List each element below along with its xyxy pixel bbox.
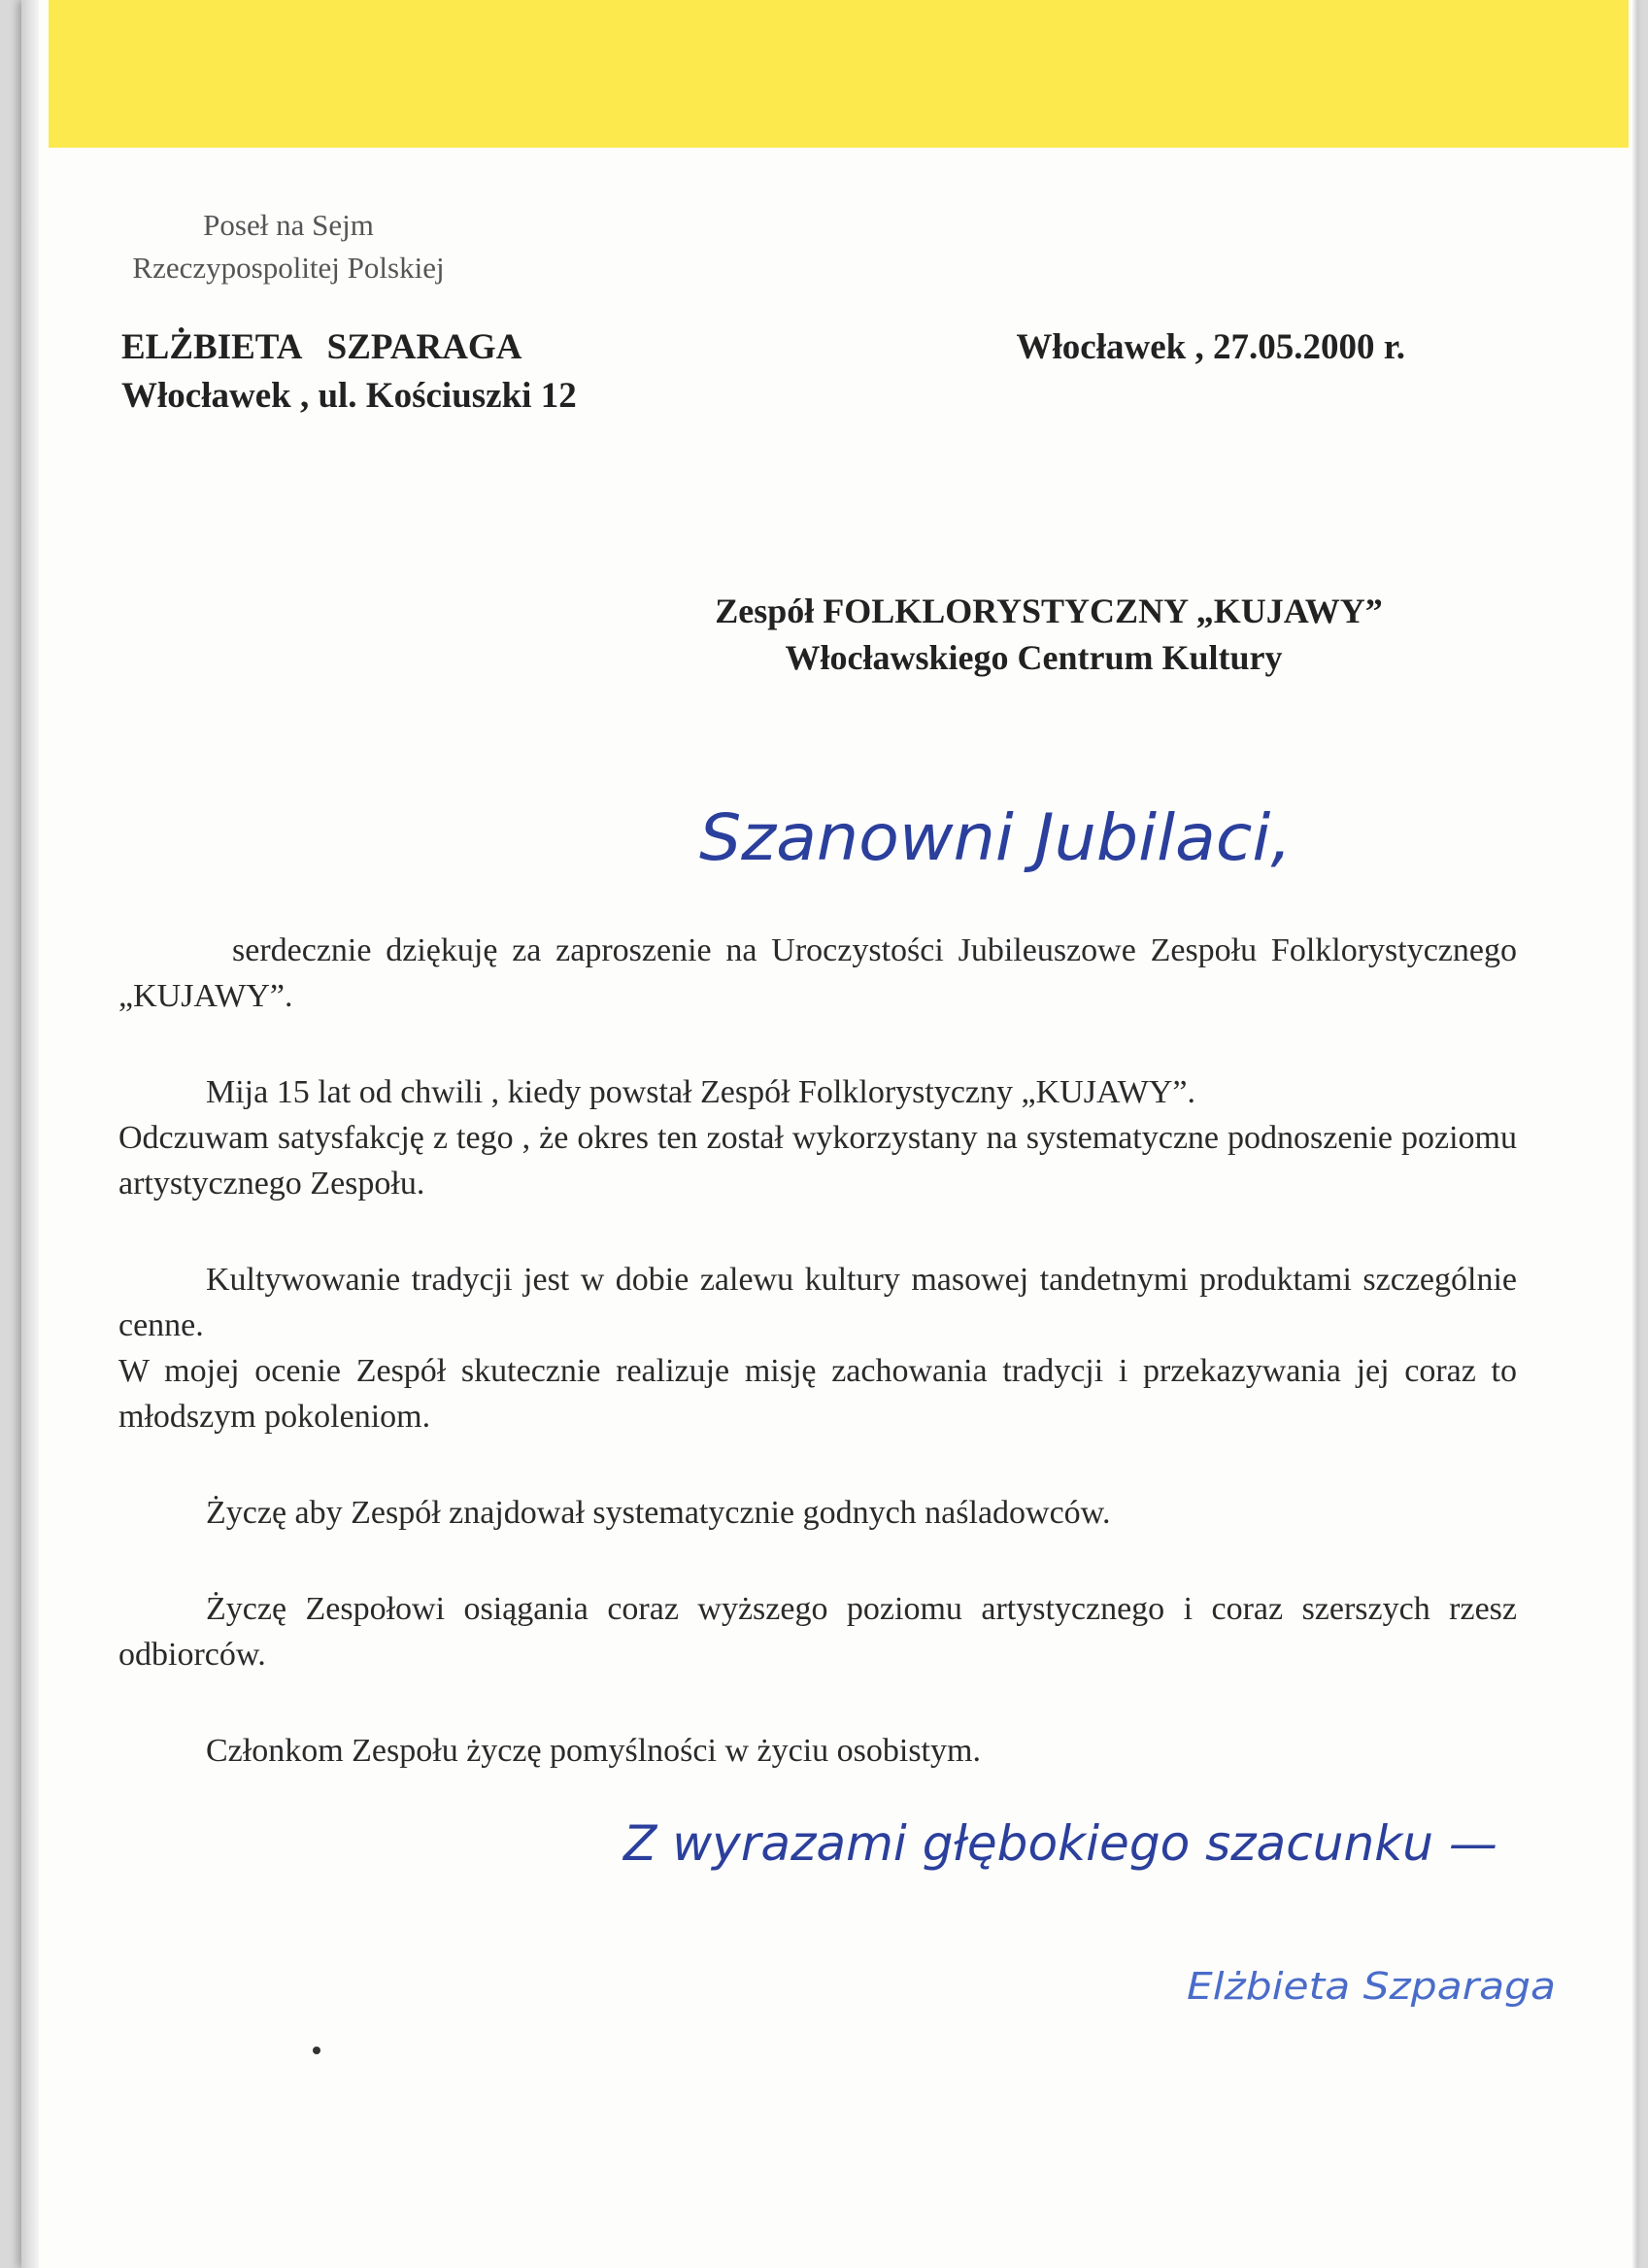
letter-date: Włocławek , 27.05.2000 r.: [1016, 327, 1405, 367]
handwritten-signature: [1182, 1950, 1565, 2018]
handwritten-salutation: [689, 782, 1311, 918]
paragraph-5: W mojej ocenie Zespół skutecznie realizuje misję zachowania tradycji i przekazywania jej coraz to młodszym pokoleniom.: [118, 1353, 1517, 1435]
paragraph-6: Życzę aby Zespół znajdował systematycznie godnych naśladowców.: [206, 1495, 1111, 1531]
mp-title-line2: Rzeczypospolitej Polskiej: [132, 251, 445, 285]
ink-dot: [313, 2047, 320, 2054]
recipient-line2: Włocławskiego Centrum Kultury: [785, 638, 1283, 677]
mp-title-line1: Poseł na Sejm: [203, 208, 374, 242]
salutation-text: Szanowni Jubilaci,: [699, 800, 1292, 875]
closing-text: Z wyrazami głębokiego szacunku —: [621, 1815, 1497, 1872]
signature-text: Elżbieta Szparaga: [1187, 1965, 1556, 2008]
letter-page: [21, 0, 1638, 2268]
sender-address: Włocławek , ul. Kościuszki 12: [121, 376, 577, 416]
paragraph-4: Kultywowanie tradycji jest w dobie zalewu kultury masowej tandetnymi produktami szczególnie cenne.: [118, 1262, 1517, 1343]
letter-body: [118, 928, 1517, 1824]
sender-block: [121, 323, 577, 421]
handwritten-closing: [614, 1787, 1517, 1904]
paragraph-3: Odczuwam satysfakcję z tego , że okres ten został wykorzystany na systematyczne podnoszenie poziomu artystycznego Zespołu.: [118, 1120, 1517, 1202]
paragraph-7: Życzę Zespołowi osiągania coraz wyższego poziomu artystycznego i coraz szerszych rzesz odbiorców.: [118, 1591, 1517, 1673]
recipient-block: [657, 588, 1434, 681]
recipient-line1: Zespół FOLKLORYSTYCZNY „KUJAWY”: [715, 592, 1383, 630]
paragraph-2: Mija 15 lat od chwili , kiedy powstał Zespół Folklorystyczny „KUJAWY”.: [206, 1074, 1196, 1110]
mp-title: [128, 204, 449, 289]
yellow-header-band: [49, 0, 1629, 148]
paragraph-8: Członkom Zespołu życzę pomyślności w życiu osobistym.: [206, 1733, 981, 1769]
sender-name: ELŻBIETA SZPARAGA: [121, 327, 522, 367]
paragraph-1: serdecznie dziękuję za zaproszenie na Uroczystości Jubileuszowe Zespołu Folklorystycznego „KUJAWY”.: [118, 932, 1517, 1014]
